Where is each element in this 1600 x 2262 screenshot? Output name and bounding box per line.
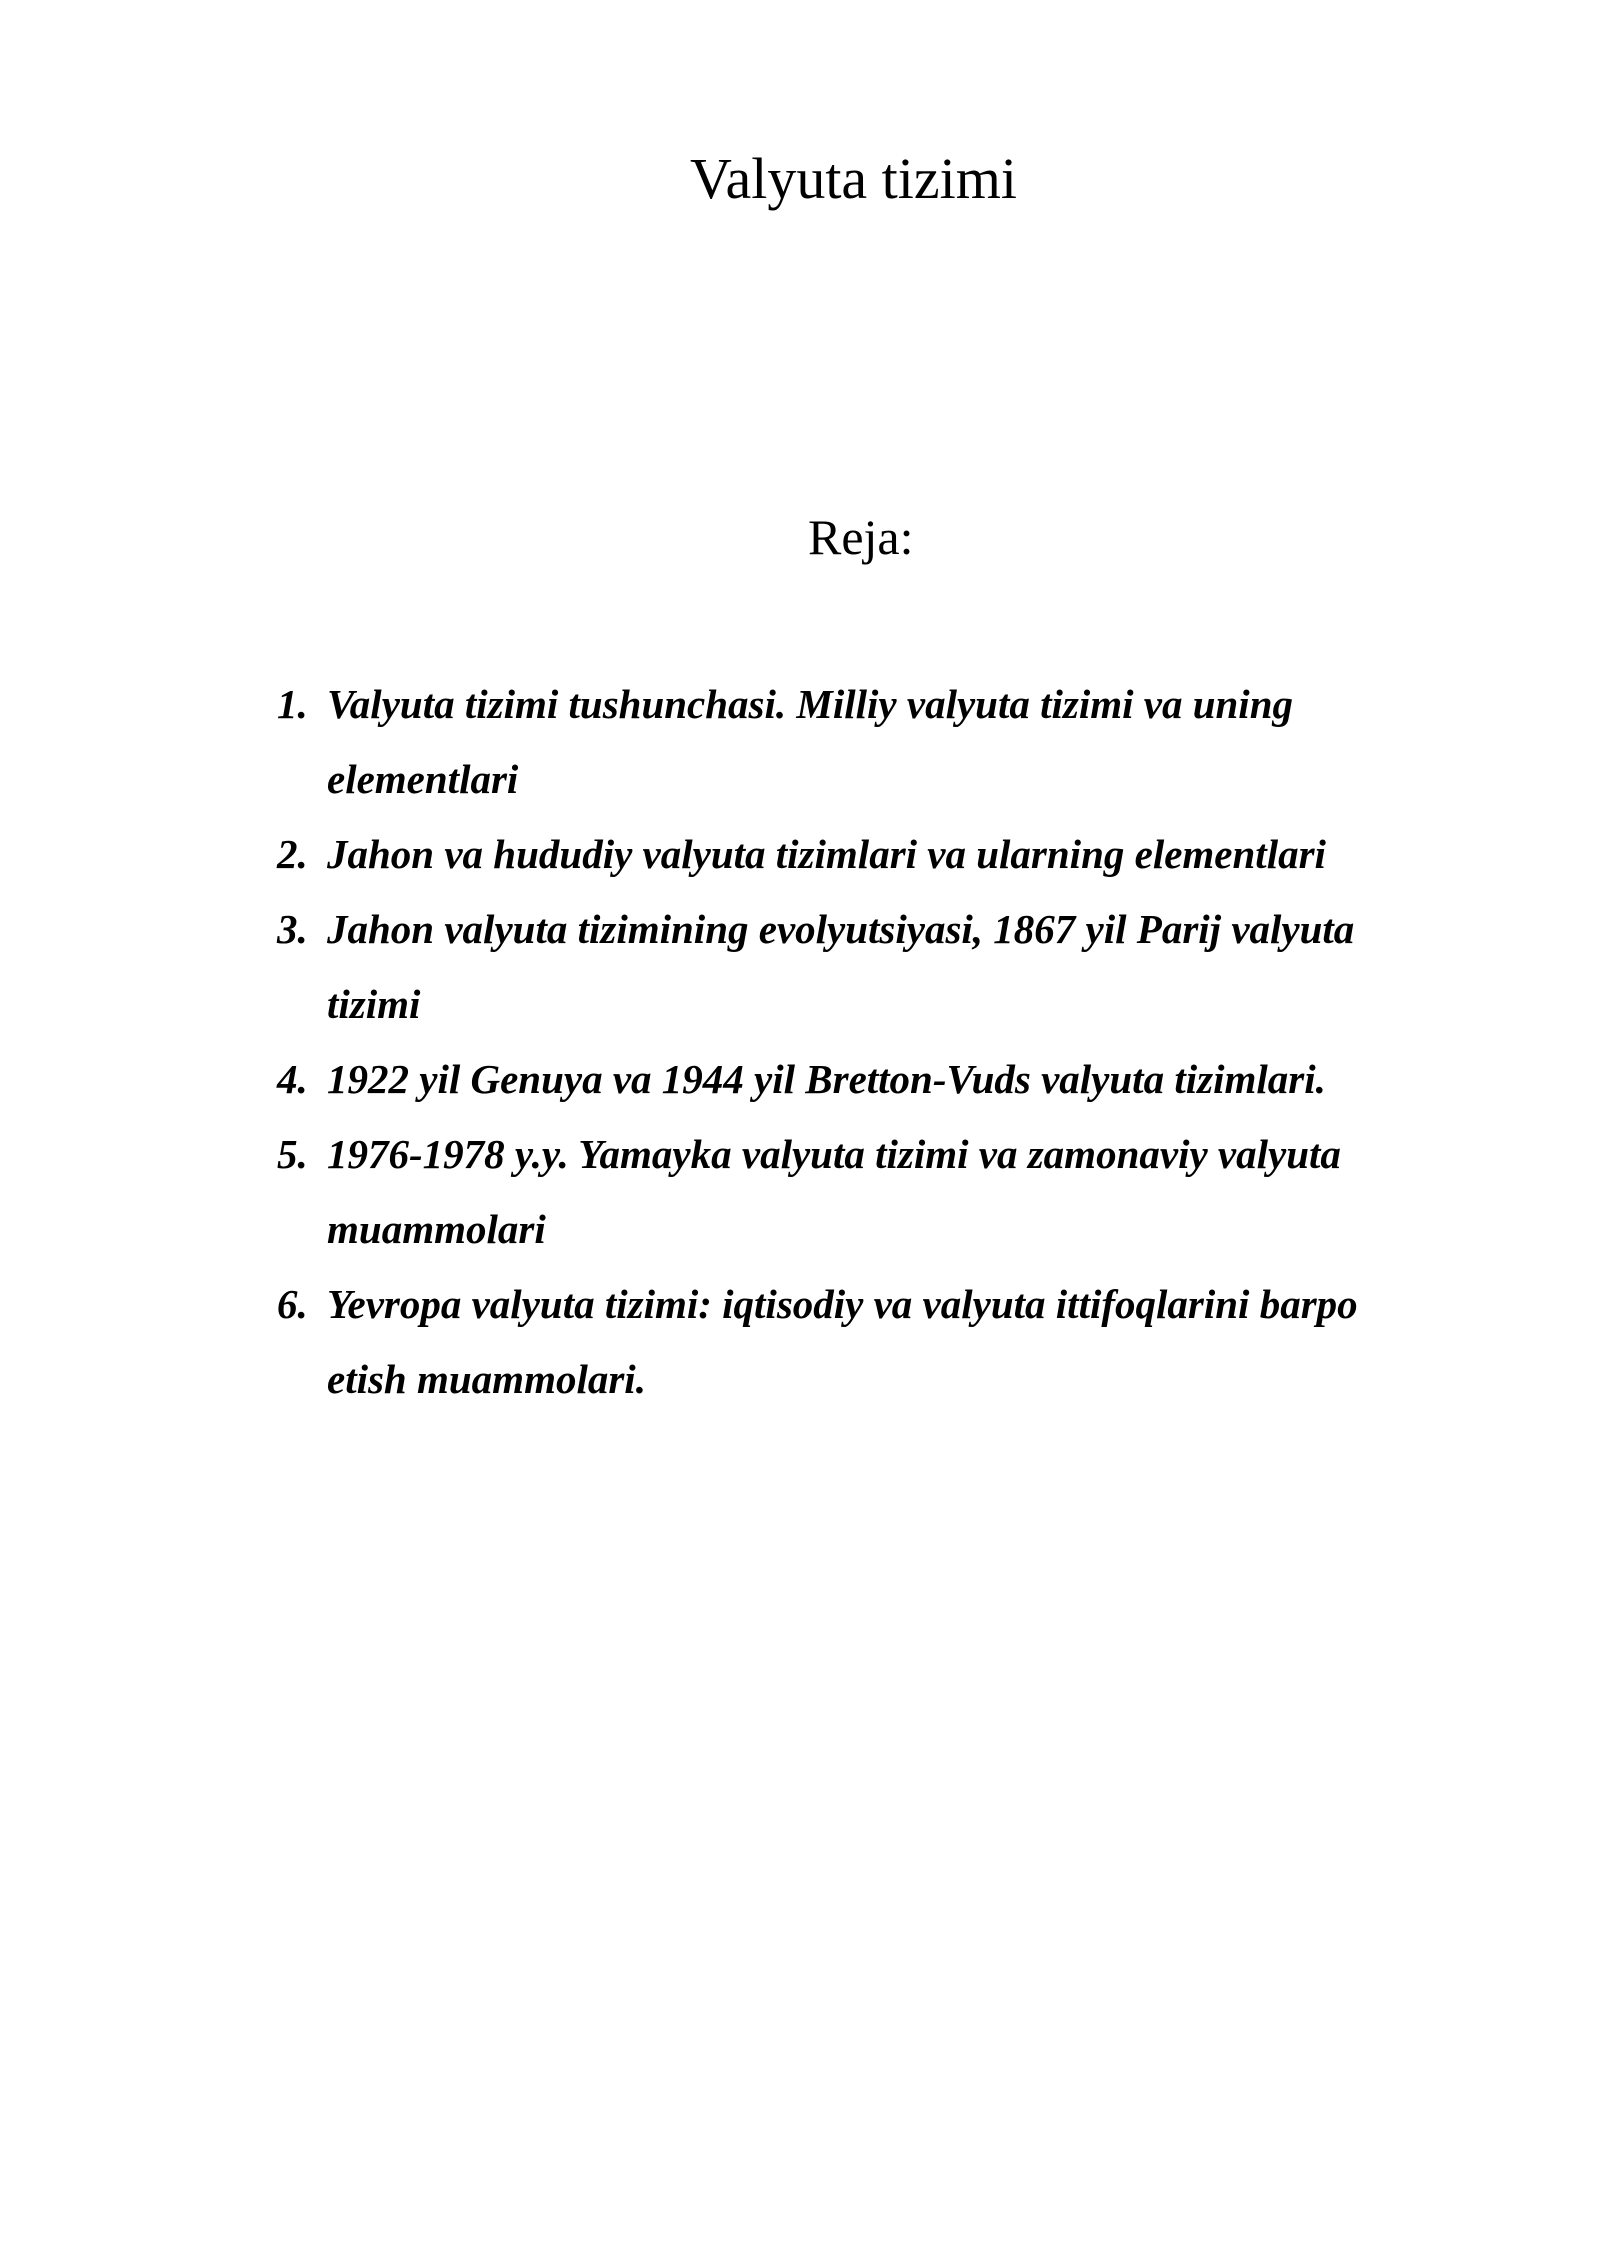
plan-item-number: 5. bbox=[277, 1131, 308, 1177]
plan-item-text: Jahon valyuta tizimining evolyutsiyasi, 1867 yil Parij valyuta tizimi bbox=[327, 906, 1355, 1027]
plan-item-number: 4. bbox=[277, 1056, 308, 1102]
plan-item-text: 1976-1978 y.y. Yamayka valyuta tizimi va zamonaviy valyuta muammolari bbox=[327, 1131, 1341, 1252]
plan-item bbox=[277, 667, 1437, 817]
plan-item bbox=[277, 817, 1437, 892]
plan-item-number: 1. bbox=[277, 681, 308, 727]
plan-list bbox=[277, 667, 1437, 1417]
plan-item bbox=[277, 1267, 1437, 1417]
plan-item-number: 3. bbox=[277, 906, 308, 952]
plan-item-text: Jahon va hududiy valyuta tizimlari va ularning elementlari bbox=[327, 831, 1326, 877]
plan-item-number: 6. bbox=[277, 1281, 308, 1327]
document-title: Valyuta tizimi bbox=[690, 146, 1017, 211]
plan-item bbox=[277, 1117, 1437, 1267]
plan-item bbox=[277, 892, 1437, 1042]
plan-item bbox=[277, 1042, 1437, 1117]
plan-item-text: Valyuta tizimi tushunchasi. Milliy valyuta tizimi va uning elementlari bbox=[327, 681, 1294, 802]
plan-item-text: 1922 yil Genuya va 1944 yil Bretton-Vuds valyuta tizimlari. bbox=[327, 1056, 1326, 1102]
plan-item-text: Yevropa valyuta tizimi: iqtisodiy va valyuta ittifoqlarini barpo etish muammolari. bbox=[327, 1281, 1358, 1402]
plan-item-number: 2. bbox=[277, 831, 308, 877]
plan-heading: Reja: bbox=[808, 509, 914, 565]
